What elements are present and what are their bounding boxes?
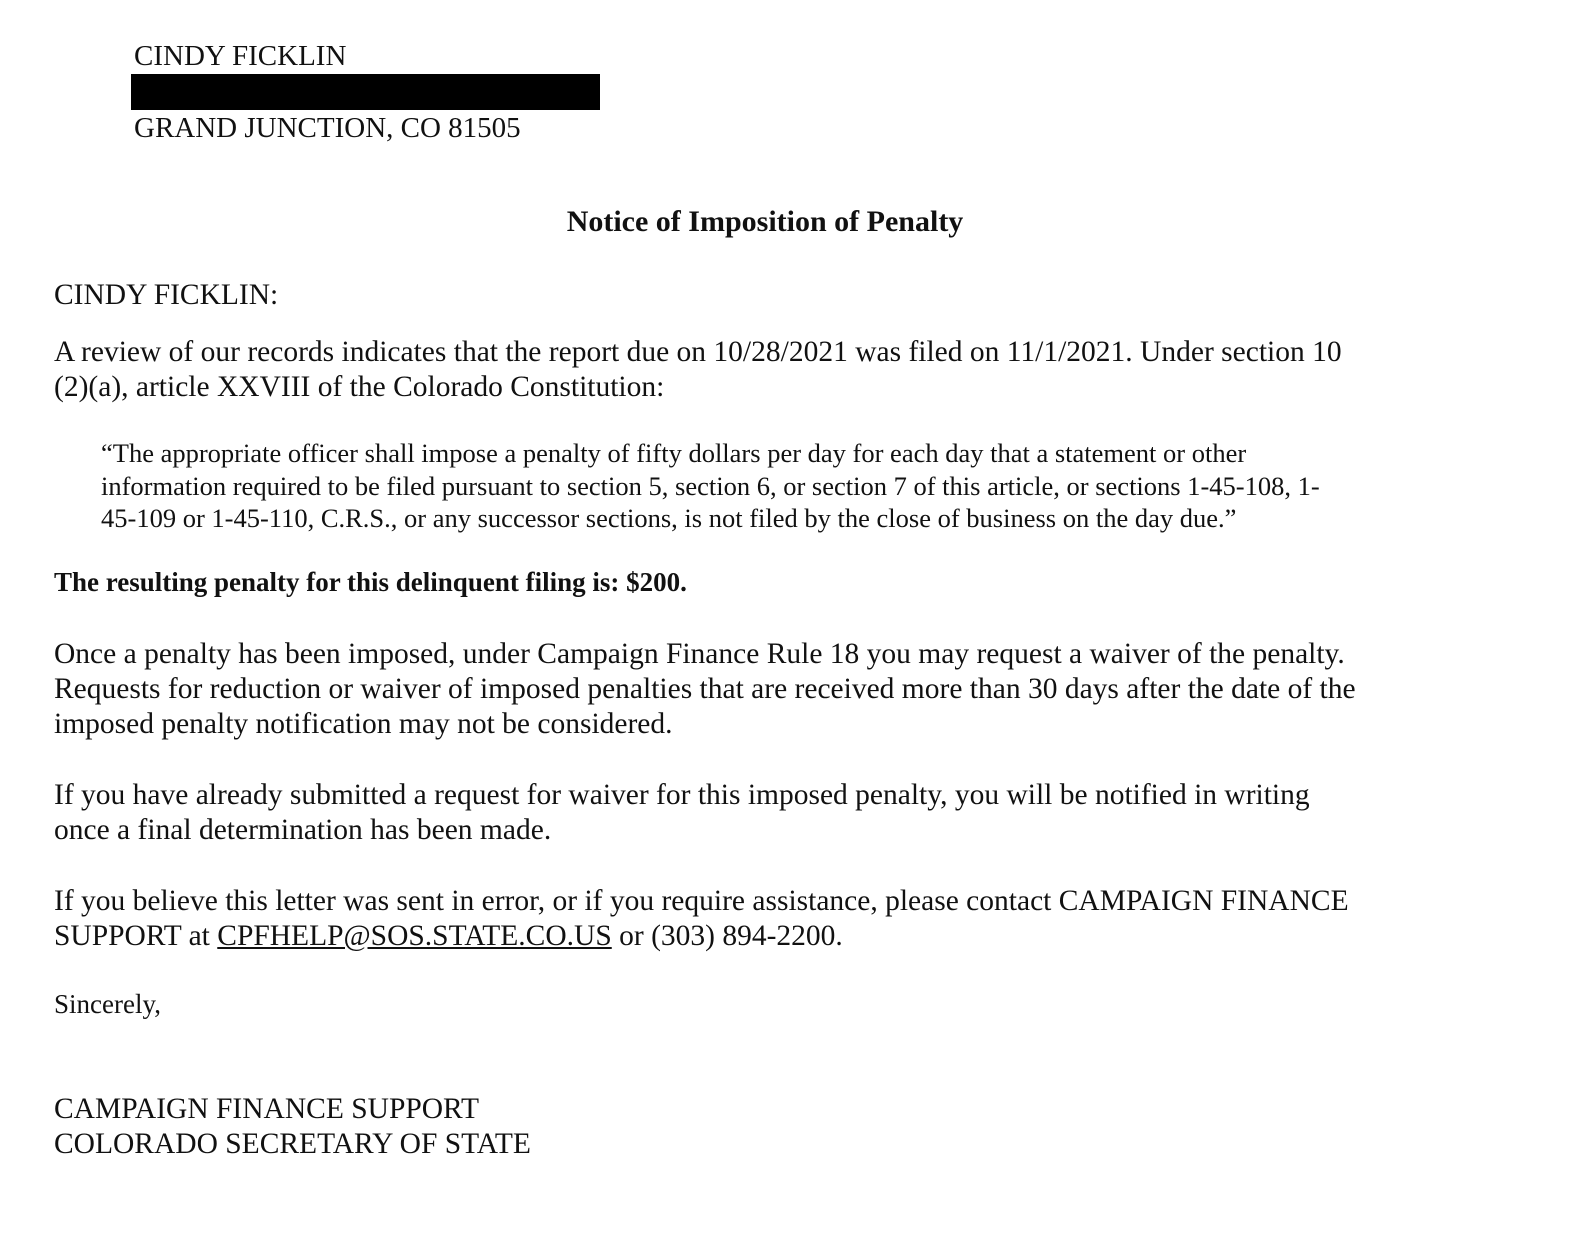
redacted-address-bar — [131, 74, 600, 110]
review-paragraph-line: (2)(a), article XXVIII of the Colorado Constitution: — [54, 371, 665, 403]
constitution-quote — [101, 437, 1501, 535]
quote-line: 45-109 or 1-45-110, C.R.S., or any successor sections, is not filed by the close of business on the day due.” — [101, 503, 1237, 533]
contact-line: If you believe this letter was sent in error, or if you require assistance, please contact CAMPAIGN FINANCE — [54, 885, 1349, 917]
waiver-paragraph — [54, 637, 1514, 742]
signature-line: CAMPAIGN FINANCE SUPPORT — [54, 1093, 479, 1125]
review-paragraph-line: A review of our records indicates that the report due on 10/28/2021 was filed on 11/1/2021. Under section 10 — [54, 336, 1342, 368]
quote-line: “The appropriate officer shall impose a penalty of fifty dollars per day for each day that a statement or other — [101, 438, 1247, 468]
closing: Sincerely, — [54, 989, 161, 1019]
already-submitted-line: once a final determination has been made. — [54, 814, 552, 846]
salutation: CINDY FICKLIN: — [54, 279, 279, 311]
contact-phone: or (303) 894-2200. — [611, 920, 843, 952]
penalty-statement: The resulting penalty for this delinquent filing is: $200. — [54, 567, 687, 597]
recipient-name: CINDY FICKLIN — [134, 40, 347, 72]
contact-line — [54, 919, 1514, 954]
quote-line: information required to be filed pursuant to section 5, section 6, or section 7 of this article, or sections 1-45-108, 1- — [101, 470, 1320, 501]
signature-line: COLORADO SECRETARY OF STATE — [54, 1128, 531, 1160]
review-paragraph — [54, 335, 1514, 405]
notice-title: Notice of Imposition of Penalty — [566, 205, 964, 238]
contact-paragraph — [54, 884, 1514, 954]
contact-prefix: SUPPORT at — [54, 920, 218, 952]
signature-block — [54, 1092, 531, 1162]
waiver-paragraph-line: Once a penalty has been imposed, under Campaign Finance Rule 18 you may request a waiver of the penalty. — [54, 638, 1345, 670]
already-submitted-paragraph — [54, 778, 1514, 848]
already-submitted-line: If you have already submitted a request for waiver for this imposed penalty, you will be notified in writing — [54, 779, 1310, 811]
waiver-paragraph-line: imposed penalty notification may not be considered. — [54, 708, 673, 740]
recipient-city-state-zip: GRAND JUNCTION, CO 81505 — [134, 112, 521, 144]
waiver-paragraph-line: Requests for reduction or waiver of imposed penalties that are received more than 30 days after the date of the — [54, 673, 1356, 705]
support-email-link[interactable]: CPFHELP@SOS.STATE.CO.US — [217, 920, 612, 952]
